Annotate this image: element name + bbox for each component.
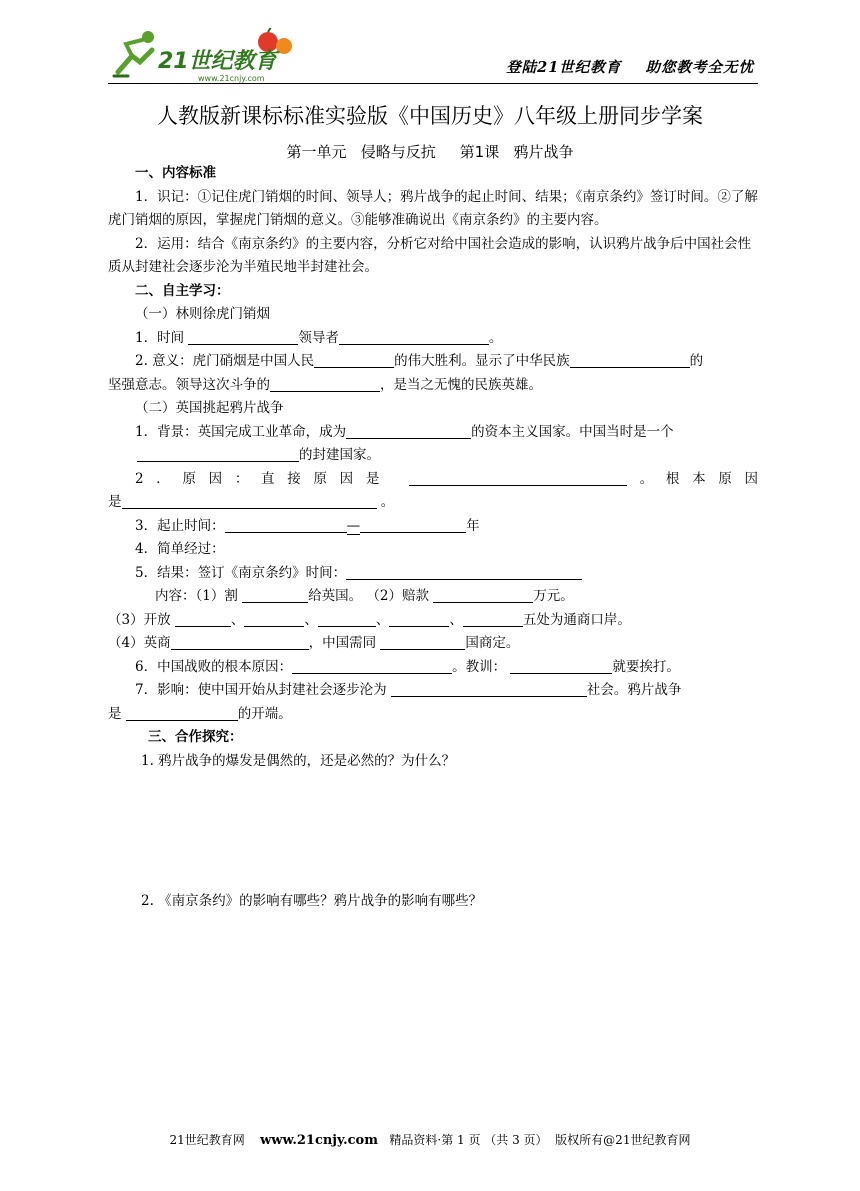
discussion-question-1: 1. 鸦片战争的爆发是偶然的，还是必然的？为什么？ (141, 752, 456, 769)
treaty-ports (108, 609, 758, 633)
answer-blank[interactable] (346, 564, 582, 580)
question-text: 、 (375, 611, 390, 628)
logo-21cnjy (108, 28, 308, 84)
question-text: 。 (488, 329, 503, 346)
question-text: 。根本原因 (627, 470, 759, 487)
header-slogan: 登陆21世纪教育 助您教考全无忧 (506, 59, 754, 76)
question-text: 是 (108, 705, 126, 722)
question-process: 4．简单经过： (135, 541, 225, 557)
question-text: 3．起止时间： (135, 517, 225, 534)
document-title: 人教版新课标标准实验版《中国历史》八年级上册同步学案 (157, 104, 703, 128)
question-text: 6．中国战败的根本原因： (135, 658, 293, 675)
answer-blank[interactable] (510, 658, 612, 674)
answer-blank[interactable] (137, 446, 299, 462)
answer-blank[interactable] (433, 587, 533, 603)
answer-blank[interactable] (463, 611, 523, 627)
discussion-question-2: 2. 《南京条约》的影响有哪些？鸦片战争的影响有哪些？ (141, 893, 483, 909)
page-footer (0, 1131, 860, 1148)
running-figure-icon (114, 31, 154, 76)
question-text: 就要挨打。 (612, 658, 680, 675)
answer-blank[interactable] (339, 329, 489, 345)
question-text: 2．原因：直接原因是 (135, 470, 393, 487)
answer-blank[interactable] (346, 423, 471, 439)
question-text: 是 (108, 494, 122, 510)
question-text: 坚强意志。领导这次斗争的 (108, 376, 270, 393)
question-text: （4）英商 (108, 635, 171, 651)
answer-blank[interactable] (188, 329, 298, 345)
question-text: 万元。 (533, 588, 574, 604)
question-impact (108, 679, 758, 703)
question-text: 给英国。 （2）赔款 (308, 588, 434, 604)
question-text: 的 (689, 353, 704, 369)
answer-blank[interactable] (242, 587, 308, 603)
worksheet-body (108, 162, 758, 914)
question-text: 领导者 (298, 329, 339, 346)
treaty-tariffs (108, 632, 758, 656)
footer-left: 21世纪教育网 (169, 1133, 261, 1147)
question-text: 、 (230, 611, 245, 628)
treaty-contents (108, 585, 758, 609)
answer-blank[interactable] (318, 611, 376, 627)
answer-blank[interactable] (389, 611, 449, 627)
answer-blank[interactable] (171, 634, 309, 650)
answer-blank[interactable] (126, 705, 238, 721)
question-text: 的资本主义国家。中国当时是一个 (471, 423, 674, 440)
question-text: 的伟大胜利。显示了中华民族 (394, 353, 570, 369)
question-text: ，是当之无愧的民族英雄。 (380, 376, 542, 393)
answer-blank[interactable] (360, 517, 466, 533)
answer-blank[interactable] (314, 352, 394, 368)
question-text: 1．时间 (135, 329, 189, 346)
question-text: 内容：（1）割 (155, 588, 243, 604)
question-result (108, 562, 758, 586)
logo-url: www.21cnjy.com (198, 74, 265, 83)
answer-blank[interactable] (409, 470, 627, 486)
answer-blank[interactable] (270, 376, 380, 392)
question-text: 、 (304, 611, 318, 628)
answer-blank[interactable] (391, 681, 587, 697)
paragraph-objectives-apply: 2．运用：结合《南京条约》的主要内容，分析它对给中国社会造成的影响，认识鸦片战争后中国社会性质从封建社会逐步沦为半殖民地半封建社会。 (108, 235, 752, 275)
subsection-heading: （一）林则徐虎门销烟 (135, 306, 270, 322)
question-text: 国商定。 (465, 635, 520, 651)
section-heading: 二、自主学习： (135, 282, 230, 299)
question-text: 7．影响：使中国开始从封建社会逐步沦为 (135, 682, 391, 698)
question-text: ，中国需同 (308, 635, 381, 651)
answer-space-1[interactable] (108, 773, 758, 890)
question-text: 1．背景：英国完成工业革命，成为 (135, 423, 347, 440)
question-defeat (108, 656, 758, 680)
question-text: 的开端。 (237, 705, 292, 722)
question-impact-cont (108, 703, 758, 727)
question-text: 、 (449, 611, 463, 628)
subsection-heading: （二）英国挑起鸦片战争 (135, 400, 284, 416)
answer-blank[interactable] (225, 517, 347, 533)
section-heading: 一、内容标准 (135, 165, 216, 181)
answer-blank[interactable] (244, 611, 304, 627)
question-text: 社会。鸦片战争 (586, 682, 682, 698)
page-header (108, 24, 758, 84)
paragraph-objectives-recall: 1．识记：①记住虎门销烟的时间、领导人；鸦片战争的起止时间、结果；《南京条约》签订时间。②了解虎门销烟的原因，掌握虎门销烟的意义。③能够准确说出《南京条约》的主要内容。 (108, 188, 758, 228)
question-time-leader (108, 327, 758, 351)
question-text: 。 (376, 494, 395, 510)
question-text: 5．结果：签订《南京条约》时间： (135, 564, 347, 581)
question-dates (108, 515, 758, 539)
question-text: 2. 意义：虎门硝烟是中国人民 (135, 353, 315, 369)
section-heading: 三、合作探究： (148, 729, 243, 745)
answer-blank[interactable] (292, 658, 452, 674)
header-rule (108, 83, 758, 84)
question-causes-cont (108, 491, 758, 515)
question-text: 的封建国家。 (299, 447, 380, 463)
question-text: 年 (466, 517, 480, 534)
footer-right: 精品资料·第 1 页 （共 3 页） 版权所有@21世纪教育网 (377, 1133, 691, 1147)
logo-text: 21世纪教育 (158, 49, 277, 74)
question-text: 。教训： (452, 658, 511, 675)
answer-blank[interactable] (175, 611, 231, 627)
question-text: 五处为通商口岸。 (522, 611, 631, 628)
question-causes (108, 468, 758, 492)
answer-blank[interactable] (122, 493, 377, 509)
question-significance (108, 350, 758, 397)
answer-blank[interactable] (570, 352, 690, 368)
question-background-cont (108, 444, 758, 468)
question-text: — (346, 517, 361, 534)
footer-site-link[interactable]: www.21cnjy.com (260, 1133, 378, 1148)
answer-blank[interactable] (380, 634, 465, 650)
question-text: （3）开放 (108, 611, 175, 628)
document-subtitle: 第一单元 侵略与反抗 第1课 鸦片战争 (286, 143, 574, 161)
question-background (108, 421, 758, 445)
